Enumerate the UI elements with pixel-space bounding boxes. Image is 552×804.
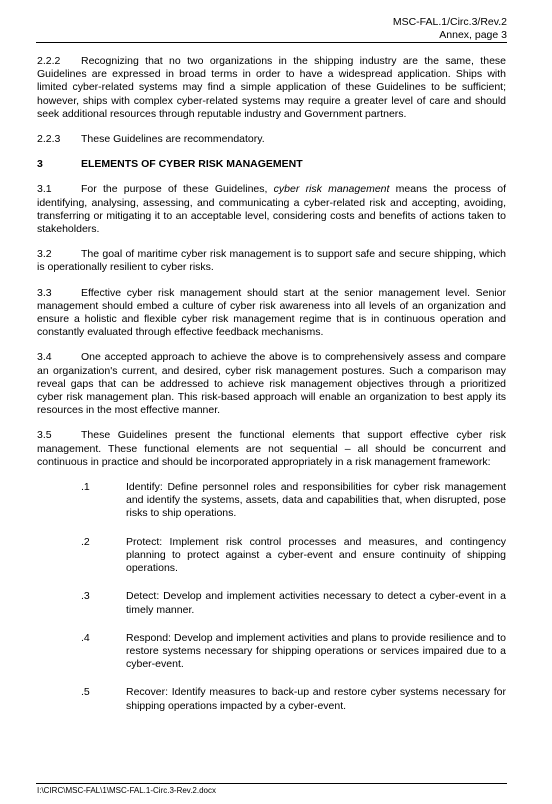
paragraph-number: 3.4 [37, 351, 52, 364]
list-item-text: Respond: Develop and implement activities and plans to provide resilience and to restore systems necessary for shipping operations or services impaired due to a cyber-event. [126, 631, 506, 671]
paragraph-text-start: For the purpose of these Guidelines, [81, 183, 274, 196]
list-item-number: .2 [81, 535, 90, 548]
paragraph-3-3 [37, 287, 506, 340]
paragraph-number: 2.2.3 [37, 133, 61, 146]
paragraph-text: One accepted approach to achieve the above is to comprehensively assess and compare an organization's current, and desired, cyber risk management postures. Such a comparison may reveal gaps that can be addressed to achieve risk management objectives through a prioritized cyber risk management plan. This risk-based approach will enable an organization to best apply its resources in the most effective manner. [37, 351, 506, 417]
header-divider [36, 42, 507, 43]
list-item-text: Detect: Develop and implement activities necessary to detect a cyber-event in a timely manner. [126, 590, 506, 616]
list-item-identify [37, 481, 506, 521]
list-item-number: .3 [81, 590, 90, 603]
footer-divider [36, 783, 507, 784]
paragraph-2-2-3 [37, 133, 506, 146]
section-title: ELEMENTS OF CYBER RISK MANAGEMENT [81, 158, 303, 171]
paragraph-text: Effective cyber risk management should start at the senior management level. Senior management should embed a culture of cyber risk awareness into all levels of an organization and ensure a holistic and flexible cyber risk management regime that is in continuous operation and constantly evaluated through effective feedback mechanisms. [37, 286, 506, 339]
paragraph-text: Recognizing that no two organizations in the shipping industry are the same, these Guidelines are expressed in broad terms in order to have a widespread application. Ships with limited cyber-related systems may find a simple application of these Guidelines to be sufficient; however, ships with complex cyber-related systems may require a greater level of care and should seek additional resources through reputable industry and Government partners. [37, 55, 506, 120]
functional-elements-list [37, 481, 506, 713]
list-item-respond [37, 632, 506, 672]
defined-term: cyber risk management [273, 183, 390, 196]
document-reference: MSC-FAL.1/Circ.3/Rev.2 [392, 16, 507, 28]
list-item-text: Identify: Define personnel roles and responsibilities for cyber risk management and identify the systems, assets, data and capabilities that, when disrupted, pose risks to ship operations. [126, 481, 506, 520]
section-number: 3 [37, 158, 43, 171]
document-body [37, 55, 506, 728]
paragraph-text: These Guidelines are recommendatory. [81, 133, 265, 146]
paragraph-number: 3.1 [37, 183, 52, 196]
list-item-recover [37, 686, 506, 712]
paragraph-3-1 [37, 183, 506, 236]
list-item-text: Protect: Implement risk control processes and measures, and contingency planning to protect against a cyber-event and ensure continuity of shipping operations. [126, 535, 506, 575]
list-item-protect [37, 536, 506, 576]
paragraph-3-4 [37, 351, 506, 417]
paragraph-number: 3.5 [37, 429, 52, 442]
paragraph-text: These Guidelines present the functional elements that support effective cyber risk management. These functional elements are not sequential – all should be concurrent and continuous in practice and should be incorporated appropriately in a risk management framework: [37, 429, 506, 468]
annex-page-label: Annex, page 3 [439, 29, 507, 41]
paragraph-number: 2.2.2 [37, 55, 61, 67]
list-item-number: .1 [81, 481, 90, 494]
paragraph-3-5 [37, 429, 506, 469]
list-item-number: .4 [81, 631, 90, 644]
file-path-footer: I:\CIRC\MSC-FAL\1\MSC-FAL.1-Circ.3-Rev.2.docx [37, 786, 216, 795]
paragraph-3-2 [37, 248, 506, 274]
paragraph-number: 3.3 [37, 286, 52, 299]
list-item-number: .5 [81, 686, 90, 699]
page-header [393, 16, 507, 42]
list-item-text: Recover: Identify measures to back-up and restore cyber systems necessary for shipping operations impacted by a cyber-event. [126, 686, 506, 712]
list-item-detect [37, 590, 506, 616]
paragraph-text-end: means the process of identifying, analysing, assessing, and communicating a cyber-related risk and accepting, avoiding, transferring or mitigating it to an acceptable level, considering costs and benefits of actions taken to stakeholders. [37, 183, 506, 236]
paragraph-number: 3.2 [37, 248, 52, 261]
section-heading [37, 158, 506, 171]
paragraph-text: The goal of maritime cyber risk management is to support safe and secure shipping, which is operationally resilient to cyber risks. [37, 248, 506, 274]
paragraph-2-2-2 [37, 55, 506, 121]
